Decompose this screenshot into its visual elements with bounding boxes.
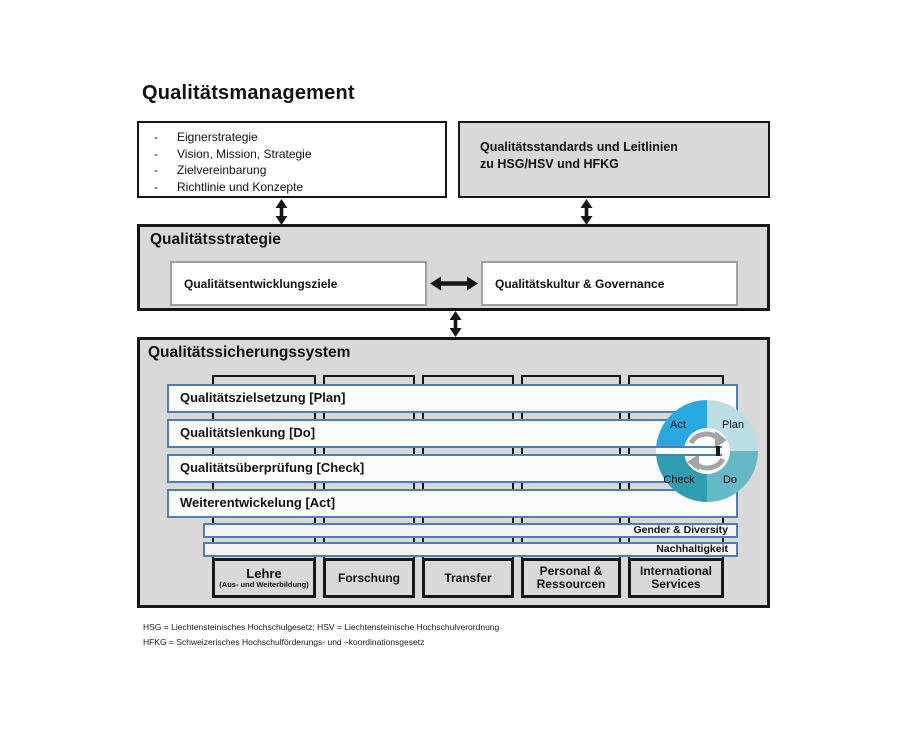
quality-strategy-section (137, 224, 770, 311)
bullet-dash: - (154, 163, 158, 177)
box-label: Qualitätskultur & Governance (495, 276, 665, 291)
list-item-label: Vision, Mission, Strategie (177, 146, 312, 161)
list-item-label: Zielvereinbarung (177, 163, 267, 177)
pillar-title: Forschung (338, 570, 400, 585)
row-gap-line-overlay (656, 446, 722, 456)
down-double-arrow-icon (274, 199, 289, 225)
pillar-international-services (628, 558, 724, 598)
pillar-title: Personal & Ressourcen (536, 564, 606, 591)
row-do: Qualitätslenkung [Do] (167, 419, 738, 448)
pdca-do-label: Do (722, 474, 738, 486)
nachhaltigkeit-bar: Nachhaltigkeit (203, 542, 738, 557)
list-item (139, 162, 445, 179)
section-heading: Qualitätssicherungssystem (148, 344, 351, 361)
page-title: Qualitätsmanagement (142, 82, 355, 104)
footnote-line1: HSG = Liechtensteinisches Hochschulgesetz; HSV = Liechtensteinische Hochschulverordnung (143, 622, 500, 632)
quality-development-goals-box (170, 261, 427, 306)
down-double-arrow-icon (448, 311, 463, 337)
pillar-lehre (212, 558, 316, 598)
pillar-personal-ressourcen (521, 558, 621, 598)
down-double-arrow-icon (579, 199, 594, 225)
bullet-dash: - (154, 146, 158, 161)
column-edge-tick (716, 446, 720, 456)
pdca-act-label: Act (670, 419, 686, 431)
quality-assurance-system-section (137, 337, 770, 608)
pillar-transfer (422, 558, 514, 598)
pillar-title: Lehre (246, 566, 282, 581)
bullet-dash: - (154, 179, 158, 194)
pillar-title: International Services (639, 564, 712, 591)
list-item (139, 129, 445, 146)
row-plan: Qualitätszielsetzung [Plan] (167, 384, 738, 413)
list-item (139, 146, 445, 163)
section-heading: Qualitätsstrategie (150, 231, 281, 248)
strategy-inputs-box (137, 121, 447, 198)
pillar-title: Transfer (444, 570, 492, 585)
quality-culture-governance-box (481, 261, 738, 306)
list-item-label: Richtlinie und Konzepte (177, 179, 304, 194)
standards-line1: Qualitätsstandards und Leitlinien (480, 140, 678, 154)
row-act: Weiterentwickelung [Act] (167, 489, 738, 518)
list-item (139, 179, 445, 196)
pillar-subtitle: (Aus- und Weiterbildung) (219, 580, 309, 589)
pillar-forschung (323, 558, 415, 598)
footnote-line2: HFKG = Schweizerisches Hochschulförderungs- und –koordinationsgesetz (143, 637, 425, 647)
pdca-check-label: Check (663, 474, 695, 486)
row-check: Qualitätsüberprüfung [Check] (167, 454, 738, 483)
gender-diversity-bar: Gender & Diversity (203, 523, 738, 538)
box-label: Qualitätsentwicklungsziele (184, 276, 338, 291)
quality-standards-box (458, 121, 770, 198)
standards-line2: zu HSG/HSV und HFKG (480, 157, 619, 171)
horizontal-double-arrow-icon (430, 275, 478, 292)
list-item-label: Eignerstrategie (177, 130, 258, 144)
pdca-plan-label: Plan (721, 419, 745, 431)
bullet-dash: - (154, 130, 158, 144)
